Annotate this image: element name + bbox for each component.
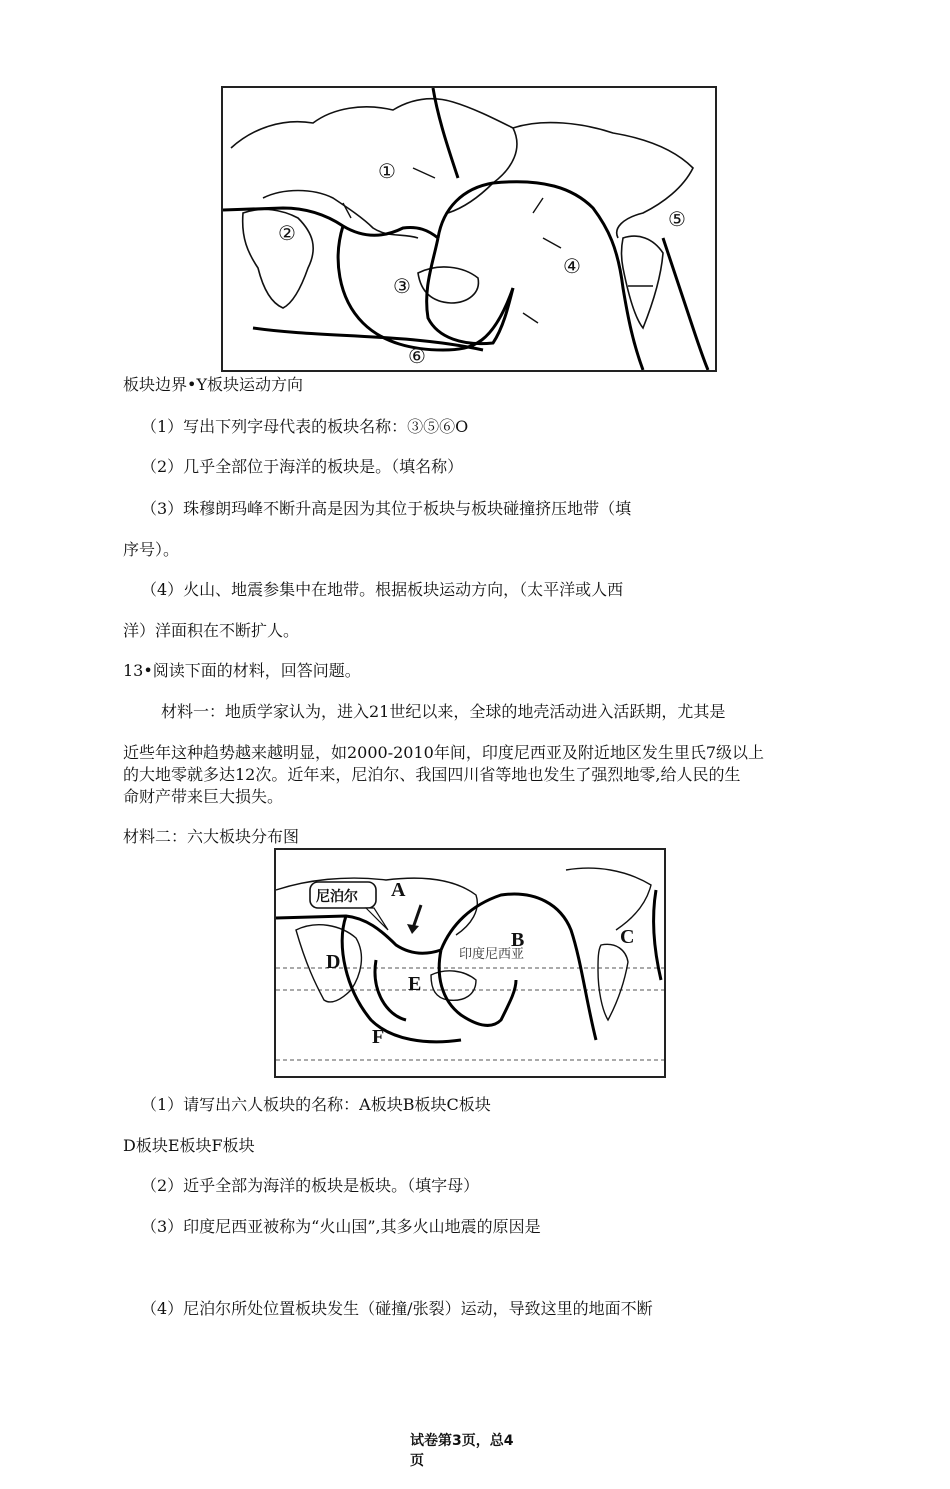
map2-label-E: E: [408, 973, 422, 995]
q13-item-3: （3）印度尼西亚被称为“火山国”,其多火山地震的原因是: [141, 1217, 541, 1236]
indonesia-label: 印度尼西亚: [459, 947, 525, 962]
q1-item-3: （3）珠穆朗玛峰不断升高是因为其位于板块与板块碰撞挤压地带（填: [141, 499, 632, 518]
q1-item-3-cont: 序号）。: [123, 540, 180, 559]
q1-item-1: （1）写出下列字母代表的板块名称：③⑤⑥O: [141, 417, 469, 436]
q1-item-4: （4）火山、地震参集中在地带。根据板块运动方向，（太平洋或人西: [141, 580, 624, 599]
plate-map-1: [221, 86, 717, 372]
material1-line-2: 近些年这种趋势越来越明显，如2000-2010年间，印度尼西亚及附近地区发生里氏7级以上: [123, 743, 765, 762]
q1-item-4-cont: 洋）洋面积在不断扩人。: [123, 621, 300, 640]
map1-caption: 板块边界•Y板块运动方向: [123, 375, 304, 394]
map1-label-1: ①: [378, 159, 396, 183]
plate-map-1-drawing: [223, 88, 715, 370]
material1-line-4: 命财产带来巨大损失。: [123, 787, 284, 806]
indonesia-arrow: [413, 905, 421, 928]
map2-label-D: D: [326, 951, 341, 973]
plate-map-2-drawing: [276, 850, 664, 1076]
q1-item-2: （2）几乎全部位于海洋的板块是。（填名称）: [141, 457, 464, 476]
map2-label-B: B: [511, 929, 525, 951]
q13-item-4: （4）尼泊尔所处位置板块发生（碰撞/张裂）运动，导致这里的地面不断: [141, 1299, 653, 1318]
map2-label-A: A: [391, 879, 406, 901]
material2-title: 材料二：六大板块分布图: [123, 827, 300, 846]
map1-label-5: ⑤: [668, 207, 686, 231]
plate-map-2: [274, 848, 666, 1078]
map2-label-F: F: [372, 1026, 385, 1048]
map1-label-4: ④: [563, 254, 581, 278]
map2-label-C: C: [620, 926, 635, 948]
map1-label-3: ③: [393, 274, 411, 298]
q13-item-1-cont: D板块E板块F板块: [123, 1136, 255, 1155]
indonesia-arrowhead: [407, 924, 419, 934]
page-footer-line-2: 页: [410, 1453, 424, 1469]
q13-item-2: （2）近乎全部为海洋的板块是板块。（填字母）: [141, 1176, 480, 1195]
material1-line-1: 材料一：地质学家认为，进入21世纪以来，全球的地壳活动进入活跃期，尤其是: [161, 702, 726, 721]
page-footer-line-1: 试卷第3页，总4: [410, 1433, 514, 1449]
q13-item-1: （1）请写出六人板块的名称：A板块B板块C板块: [141, 1095, 491, 1114]
material1-line-3: 的大地零就多达12次。近年来，尼泊尔、我国四川省等地也发生了强烈地零,给人民的生: [123, 765, 741, 784]
map1-label-6: ⑥: [408, 344, 426, 368]
nepal-callout-text: 尼泊尔: [316, 889, 358, 905]
q13-title: 13•阅读下面的材料，回答问题。: [123, 661, 361, 680]
map1-label-2: ②: [278, 221, 296, 245]
